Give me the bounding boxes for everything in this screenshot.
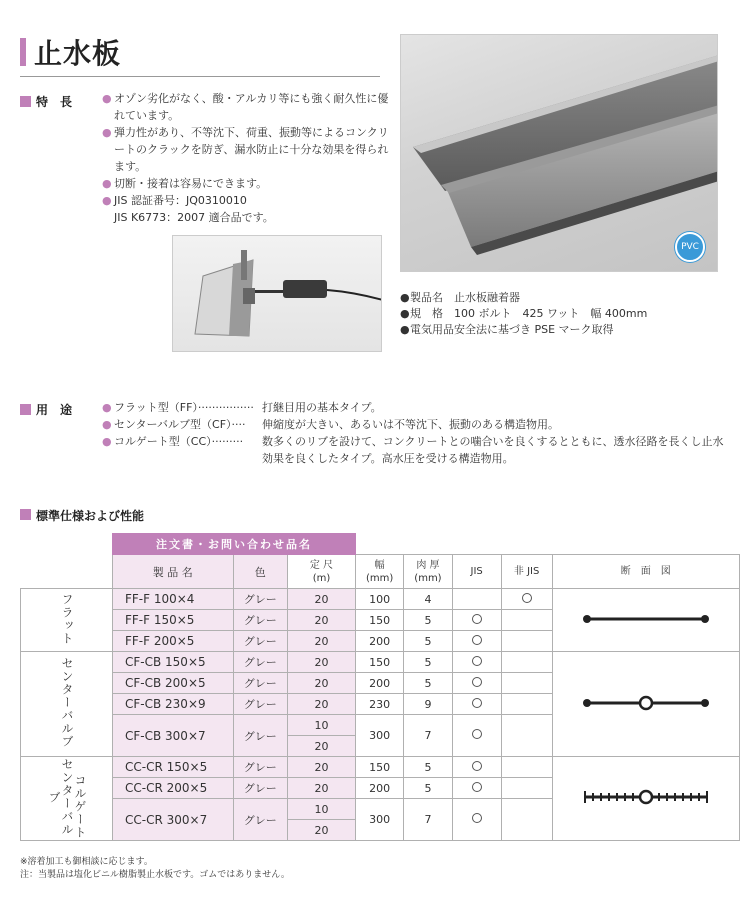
bullet-icon: ● — [102, 418, 112, 431]
bullet-icon: ● — [102, 401, 112, 414]
bullet-icon: ● — [102, 92, 112, 105]
spec-marker — [20, 509, 31, 520]
bullet-icon: ● — [102, 126, 112, 139]
header-color: 色 — [233, 555, 288, 589]
category-center-bulb: センターバルブ — [21, 652, 113, 757]
title-divider — [20, 76, 380, 77]
header-section: 断 面 図 — [552, 555, 739, 589]
use-item: ● コルゲート型（CC）········· 数多くのリブを設けて、コンクリートとの噛合いを良くするとともに、透水径路を長くし止水効果を良くしたタイプ。高水圧を受ける構造物用。 — [102, 435, 724, 465]
uses-marker — [20, 404, 31, 415]
product-name: CF-CB 150×5 — [113, 652, 234, 673]
jis-mark — [452, 757, 501, 778]
jis-mark — [452, 673, 501, 694]
section-corrugated — [552, 757, 739, 841]
features-list — [102, 90, 392, 226]
uses-list — [102, 399, 732, 467]
section-flat — [552, 589, 739, 652]
feature-item: ● 切断・接着は容易にできます。 — [102, 177, 268, 190]
use-item: ● センターバルブ型（CF）···· 伸縮度が大きい、あるいは不等沈下、振動のある構造物用。 — [102, 418, 559, 431]
header-thickness: 肉 厚 (mm) — [404, 555, 452, 589]
jis-mark — [452, 799, 501, 841]
jis-mark — [452, 631, 501, 652]
order-header: 注文書・お問い合わせ品名 — [113, 534, 356, 555]
category-corrugated: センターバルブ コルゲート — [21, 757, 113, 841]
bullet-icon: ● — [102, 435, 112, 448]
waterstop-photo — [400, 34, 718, 272]
product-name: FF-F 150×5 — [113, 610, 234, 631]
product-name: CC-CR 150×5 — [113, 757, 234, 778]
header-length: 定 尺 (m) — [288, 555, 356, 589]
feature-item: ● オゾン劣化がなく、酸・アルカリ等にも強く耐久性に優れています。 — [102, 92, 389, 122]
category-flat: フラット — [21, 589, 113, 652]
feature-item: ● JIS 認証番号：JQ0310010 — [102, 194, 247, 207]
flat-section-icon — [581, 609, 711, 629]
header-jis: JIS — [452, 555, 501, 589]
header-nonjis: 非 JIS — [501, 555, 552, 589]
uses-label: 用 途 — [36, 403, 73, 417]
jis-mark — [452, 694, 501, 715]
jis-mark — [452, 610, 501, 631]
section-center-bulb — [552, 652, 739, 757]
jis-mark — [452, 715, 501, 757]
title-accent-bar — [20, 38, 26, 66]
product-name: CF-CB 300×7 — [113, 715, 234, 757]
bullet-icon: ● — [400, 307, 410, 320]
use-item: ● フラット型（FF）················ 打継目用の基本タイプ。 — [102, 401, 382, 414]
product-name: CF-CB 200×5 — [113, 673, 234, 694]
header-name: 製 品 名 — [113, 555, 234, 589]
tool-spec-item: ● 規 格 100 ボルト 425 ワット 幅 400mm — [400, 307, 648, 320]
features-marker — [20, 96, 31, 107]
tool-spec-item: ● 電気用品安全法に基づき PSE マーク取得 — [400, 323, 614, 336]
footnotes — [20, 856, 290, 882]
footnote: ※溶着加工も御相談に応じます。 — [20, 857, 153, 867]
fusion-tool-photo — [172, 235, 382, 352]
footnote: 注：当製品は塩化ビニル樹脂製止水板です。ゴムではありません。 — [20, 870, 290, 880]
bullet-icon: ● — [400, 323, 410, 336]
features-label: 特 長 — [36, 95, 73, 109]
pvc-badge: PVC — [675, 232, 705, 262]
jis-mark — [452, 778, 501, 799]
jis-mark — [452, 652, 501, 673]
bullet-icon: ● — [400, 291, 410, 304]
corrugated-section-icon — [581, 785, 711, 809]
spec-heading: 標準仕様および性能 — [36, 509, 145, 523]
product-name: CF-CB 230×9 — [113, 694, 234, 715]
feature-sub: JIS K6773：2007 適合品です。 — [114, 211, 274, 224]
page-title: 止水板 — [34, 37, 122, 70]
waterstop-illustration — [401, 35, 718, 272]
tool-spec-list — [400, 290, 647, 338]
fusion-tool-illustration — [173, 236, 382, 352]
header-width: 幅 (mm) — [355, 555, 403, 589]
product-name: CC-CR 300×7 — [113, 799, 234, 841]
nonjis-mark — [501, 589, 552, 610]
tool-spec-item: ● 製品名 止水板融着器 — [400, 291, 520, 304]
product-name: CC-CR 200×5 — [113, 778, 234, 799]
product-name: FF-F 100×4 — [113, 589, 234, 610]
spec-table: 注文書・お問い合わせ品名 製 品 名 色 定 尺 (m) 幅 (mm) 肉 厚 (mm) JIS 非 JIS 断 面 図 フラット FF-F 100×4 グレー 20 100 4 FF-F 150×5 グレー 20 150 5 FF-F 200×5 グレー 20 200 5 センターバルブ CF-CB 150×5 グレー 20 150 5 CF-CB 200×5 グレー 20 200 5 CF-CB 230×9 グレー 20 230 9 CF-CB 300×7 グレー 10 300 7 20 センターバルブ コルゲート CC-CR 150×5 グレー 20 150 5 CC-CR 200×5 グレー 20 200 5 CC-CR 300×7 グレー 10 300 7 20 — [20, 533, 740, 841]
product-name: FF-F 200×5 — [113, 631, 234, 652]
bullet-icon: ● — [102, 194, 112, 207]
center-bulb-section-icon — [581, 691, 711, 715]
feature-item: ● 弾力性があり、不等沈下、荷重、振動等によるコンクリートのクラックを防ぎ、漏水防止に十分な効果を得られます。 — [102, 126, 389, 173]
bullet-icon: ● — [102, 177, 112, 190]
